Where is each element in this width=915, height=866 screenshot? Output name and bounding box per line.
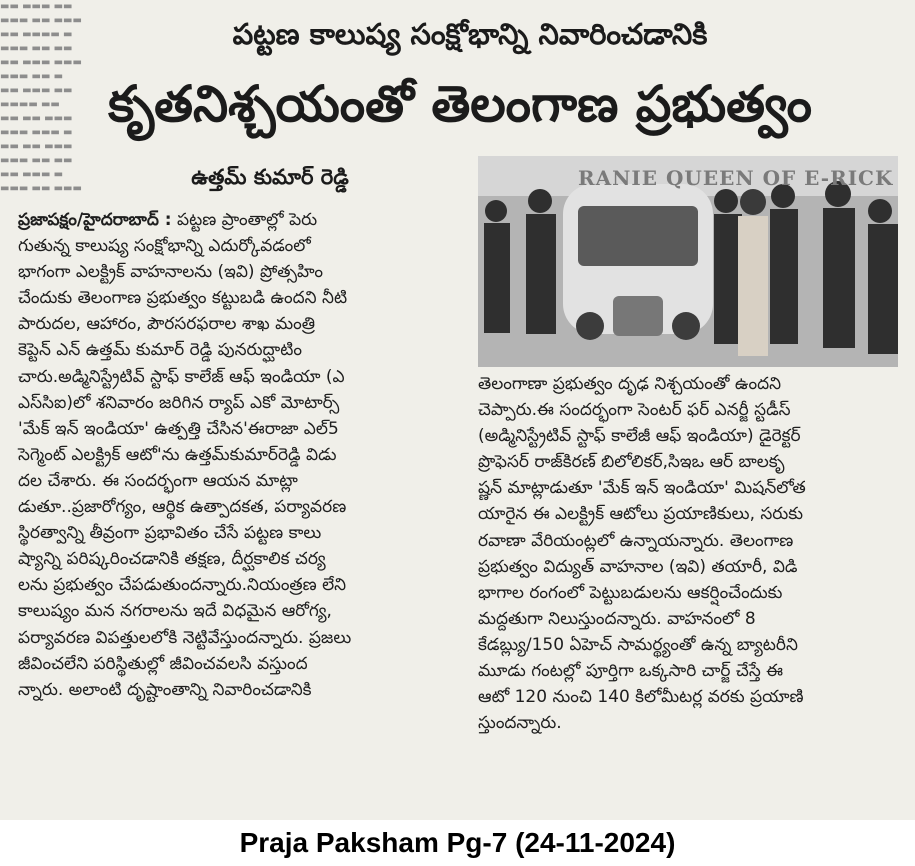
body-line: ఆటో 120 నుంచి 140 కిలోమీటర్ల వరకు ప్రయాణి [478,687,804,708]
body-line: ప్రభుత్వం విద్యుత్ వాహనాల (ఇవి) తయారీ, విడి [478,556,798,577]
body-line: 'మేక్ ఇన్ ఇండియా' ఉత్పత్తి చేసిన'ఈరాజా ఎల్5 [18,418,339,439]
body-line: గుతున్న కాలుష్య సంక్షోభాన్ని ఎదుర్కోవడంలో [18,236,311,257]
source-caption: Praja Paksham Pg-7 (24-11-2024) [239,827,676,858]
article-dateline: ప్రజాపక్షం/హైదరాబాద్ : [18,210,172,230]
body-line: (అడ్మినిస్ట్రేటివ్ స్టాఫ్ కాలేజీ ఆఫ్ ఇండియా) డైరెక్టర్ [478,426,801,447]
body-line: జీవించలేని పరిస్థితుల్లో జీవించవలసి వస్తుంద [18,653,308,674]
body-line: కేడబ్ల్యు/150 ఏహెచ్ సామర్థ్యంతో ఉన్న బ్యాటరీని [478,634,798,655]
body-line: స్థిరత్వాన్ని తీవ్రంగా ప్రభావితం చేసే పట్టణ కాలు [18,523,322,544]
body-line: సెగ్మెంట్ ఎలక్ట్రిక్ ఆటో'ను ఉత్తమ్‌కుమార్‌రెడ్డి విడు [18,444,337,465]
body-line: కెప్టెన్ ఎన్ ఉత్తమ్ కుమార్ రెడ్డి పునరుద్ఘాటిం [18,340,302,361]
body-line: ష్యాన్ని పరిష్కరించడానికి తక్షణ, దీర్ఘకాలిక చర్య [18,549,326,570]
body-line: న్నారు. అలాంటి దృష్టాంతాన్ని నివారించడానికి [18,679,312,700]
body-line: మద్దతుగా నిలుస్తుందన్నారు. వాహనంలో 8 [478,608,756,629]
body-line-text: పట్టణ ప్రాంతాల్లో పెరు [176,210,318,230]
body-line: ప్రొఫెసర్ రాజ్‌కిరణ్ బిలోలికర్,సిఇఒ ఆర్ బాలకృ [478,452,785,473]
body-line: చేందుకు తెలంగాణ ప్రభుత్వం కట్టుబడి ఉందని నీటి [18,288,348,309]
body-line: యారైన ఈ ఎలక్ట్రిక్ ఆటోలు ప్రయాణికులు, సరుకు [478,504,804,525]
body-line: దల చేశారు. ఈ సందర్భంగా ఆయన మాట్లా [18,470,298,491]
body-line: ఎస్‌సిఐ)లో శనివారం జరిగిన ర్యాప్ ఎకో మోటార్స్ [18,392,340,413]
body-line: భాగాల రంగంలో పెట్టుబడులను ఆకర్షించేందుకు [478,582,783,603]
body-line: రవాణా వేరియంట్లలో ఉన్నాయన్నారు. తెలంగాణ [478,530,794,551]
body-line: ష్ణన్ మాట్లాడుతూ 'మేక్ ఇన్ ఇండియా' మిషన్‌లోత [478,478,806,499]
article-body-right-column [478,371,898,736]
article-body-left-column [18,207,470,703]
body-line: భాగంగా ఎలక్ట్రిక్ వాహనాలను (ఇవి) ప్రోత్సహిం [18,262,324,283]
adjacent-column-fragment: ▬▬ ▬▬▬ ▬▬ ▬▬▬ ▬▬ ▬▬▬ ▬▬ ▬▬▬▬ ▬ ▬▬▬ ▬▬ ▬▬ ▬▬ ▬▬▬ ▬▬▬ ▬▬▬ ▬▬ ▬ ▬▬ ▬▬▬ ▬▬ ▬▬▬▬ ▬▬ ▬▬ ▬▬ ▬▬▬ ▬▬▬ ▬▬▬ ▬ ▬▬ ▬▬ ▬▬▬ ▬▬▬ ▬▬ ▬▬ ▬▬ ▬▬▬ ▬ ▬▬▬ ▬▬ ▬▬▬ [0,1,82,194]
article-photo [478,156,898,367]
body-line: పర్యావరణ విపత్తులలోకి నెట్టివేస్తుందన్నారు. ప్రజలు [18,627,352,648]
body-line: స్తుందన్నారు. [478,713,562,734]
article-byline: ఉత్తమ్ కుమార్ రెడ్డి [191,165,349,189]
body-line: డుతూ..ప్రజారోగ్యం, ఆర్థిక ఉత్పాదకత, పర్యావరణ [18,497,347,518]
article-headline: కృతనిశ్చయంతో తెలంగాణ ప్రభుత్వం [108,75,812,133]
body-line: మూడు గంటల్లో పూర్తిగా ఒక్కసారి చార్జ్ చేస్తే ఈ [478,661,784,682]
body-line: కాలుష్యం మన నగరాలను ఇదే విధమైన ఆరోగ్య, [18,601,332,622]
photo-banner-text: RANIE QUEEN OF E-RICK [578,166,894,190]
body-line: పారుదల, ఆహారం, పౌరసరఫరాల శాఖ మంత్రి [18,314,315,335]
article-kicker: పట్టణ కాలుష్య సంక్షోభాన్ని నివారించడానికి [232,17,708,51]
body-line: చారు.అడ్మినిస్ట్రేటివ్ స్టాఫ్ కాలేజ్ ఆఫ్ ఇండియా (ఎ [18,366,345,387]
body-line: చెప్పారు.ఈ సందర్భంగా సెంటర్ ఫర్ ఎనర్జీ స్టడీస్ [478,400,791,421]
body-line: లను ప్రభుత్వం చేపడుతుందన్నారు.నియంత్రణ లేని [18,575,347,596]
body-line [18,207,470,233]
body-line: తెలంగాణా ప్రభుత్వం దృఢ నిశ్చయంతో ఉందని [478,374,781,394]
